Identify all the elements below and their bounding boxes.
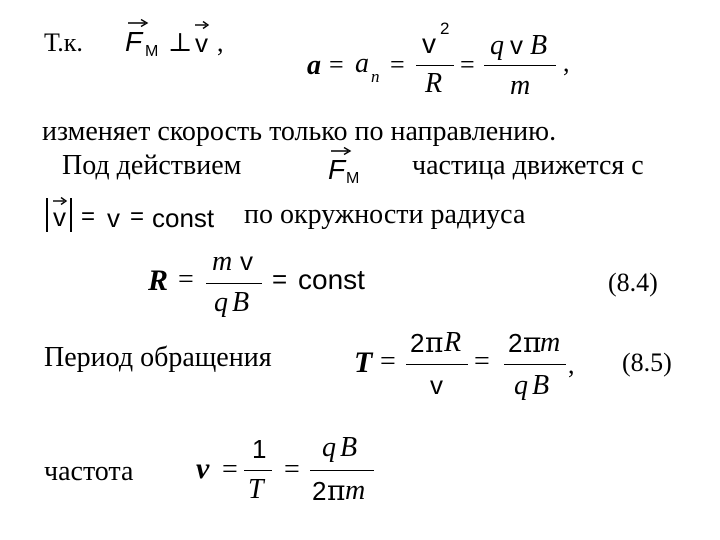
equals: = — [178, 264, 194, 295]
fraction-bar — [244, 470, 272, 471]
equation-number: (8.5) — [622, 348, 672, 377]
fraction-bar — [504, 364, 566, 365]
frac-den-v: v — [430, 370, 443, 400]
frac-num-v: v — [422, 28, 436, 59]
frac-den-B: B — [232, 287, 250, 318]
frac-den-q: q — [514, 370, 528, 401]
frac-num-v: v — [510, 30, 523, 60]
equals: = — [380, 346, 396, 377]
equals: = — [130, 203, 145, 230]
const-text: const — [298, 264, 365, 295]
frac-den-pi: π — [327, 474, 346, 507]
force-symbol: F — [328, 154, 346, 185]
tk-label: Т.к. — [44, 28, 83, 57]
frac-den-T: T — [248, 474, 264, 505]
body-text-line: по окружности радиуса — [244, 199, 526, 230]
velocity-symbol: v — [107, 203, 120, 233]
const-text: const — [152, 203, 215, 233]
frac-num-pi: π — [425, 326, 444, 359]
frac-den-2: 2 — [312, 476, 327, 506]
frac-den-m: m — [510, 70, 531, 101]
frac-num-q: q — [490, 30, 504, 61]
fraction-bar — [484, 65, 556, 66]
accel-normal-subscript: n — [371, 67, 380, 86]
frac-den-m: m — [345, 475, 366, 506]
frac-den-B: B — [532, 370, 550, 401]
accel-symbol: a — [307, 50, 321, 81]
frac-num-q: q — [322, 432, 336, 463]
equals: = — [329, 50, 344, 79]
frequency-label: частота — [44, 456, 134, 487]
comma: , — [217, 28, 224, 57]
body-text-line: изменяет скорость только по направлению. — [42, 116, 557, 147]
fraction-bar — [310, 470, 374, 471]
frac-den-q: q — [214, 287, 228, 318]
comma: , — [568, 350, 575, 379]
velocity-symbol: v — [53, 202, 66, 232]
radius-symbol: R — [148, 264, 169, 297]
period-symbol: T — [354, 346, 373, 379]
period-label: Период обращения — [44, 342, 272, 373]
velocity-symbol: v — [195, 28, 208, 58]
equals: = — [284, 454, 300, 485]
force-subscript: M — [346, 170, 360, 187]
body-text-line: Под действием — [62, 150, 242, 181]
frac-num-B: B — [340, 432, 358, 463]
frac-num-R: R — [444, 327, 462, 358]
equals: = — [474, 346, 490, 377]
equation-number: (8.4) — [608, 268, 658, 297]
equals: = — [460, 50, 475, 79]
frac-num-m: m — [212, 246, 233, 277]
frequency-symbol: ν — [196, 452, 210, 485]
frac-num-m: m — [540, 327, 561, 358]
body-text-line: частица движется с — [412, 150, 644, 181]
frac-num-exponent: 2 — [440, 19, 450, 38]
frac-num-2: 2 — [508, 328, 523, 358]
fraction-bar — [406, 364, 468, 365]
comma: , — [563, 48, 570, 77]
frac-num-2: 2 — [410, 328, 425, 358]
frac-num-pi: π — [523, 326, 542, 359]
force-subscript: M — [145, 43, 159, 60]
frac-num-1: 1 — [252, 434, 267, 464]
abs-bar-left — [46, 198, 48, 232]
equals: = — [222, 454, 238, 485]
force-symbol: F — [125, 26, 143, 57]
frac-den-R: R — [425, 68, 443, 99]
fraction-bar — [416, 65, 454, 66]
perp-symbol: ⊥ — [168, 28, 193, 58]
accel-normal: a — [355, 48, 369, 79]
equals: = — [272, 264, 288, 294]
frac-num-B: B — [530, 30, 548, 61]
equals: = — [81, 203, 96, 230]
equals: = — [390, 50, 405, 79]
fraction-bar — [206, 283, 262, 284]
abs-bar-right — [70, 198, 72, 232]
frac-num-v: v — [240, 246, 253, 276]
